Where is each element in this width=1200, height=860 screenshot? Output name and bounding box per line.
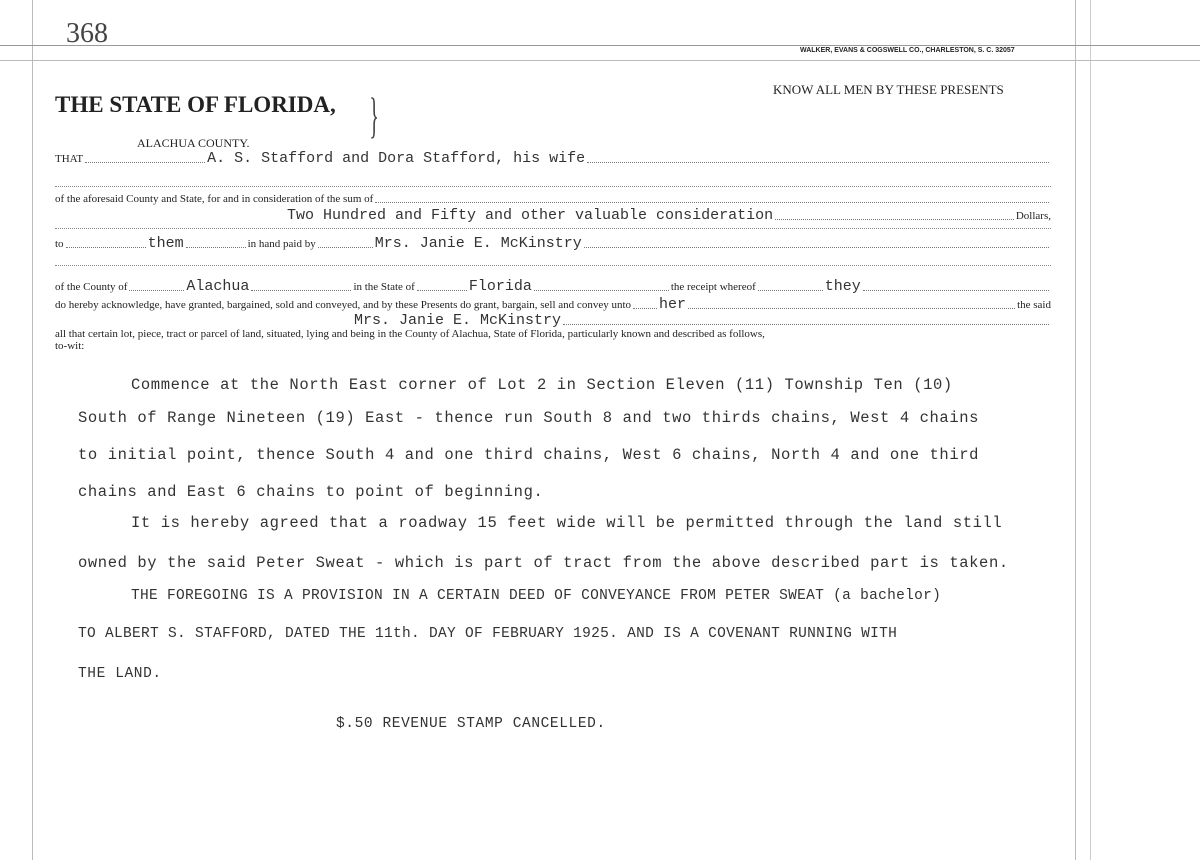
top-rule <box>0 45 1200 46</box>
right-margin-line-2 <box>1090 0 1091 860</box>
body-line: owned by the said Peter Sweat - which is part of tract from the above described part is taken. <box>78 554 1009 572</box>
parcel-label: all that certain lot, piece, tract or parcel of land, situated, lying and being in the County of Alachua, State of Florida, particularly known and described as follows, <box>55 328 765 340</box>
body-line: Commence at the North East corner of Lot 2 in Section Eleven (11) Township Ten (10) <box>131 376 953 394</box>
state-value: Florida <box>468 278 532 295</box>
county-line <box>55 276 1051 293</box>
paid-label: in hand paid by <box>247 238 316 250</box>
know-all-men: KNOW ALL MEN BY THESE PRESENTS <box>773 82 1004 97</box>
dollars-label: Dollars, <box>1015 210 1051 222</box>
body-line: South of Range Nineteen (19) East - thence run South 8 and two thirds chains, West 4 chains <box>78 409 980 427</box>
county-heading: ALACHUA COUNTY. <box>137 136 250 150</box>
paid-line <box>55 233 1051 250</box>
body-line: chains and East 6 chains to point of beginning. <box>78 483 544 501</box>
consideration-label: of the aforesaid County and State, for and in consideration of the sum of <box>55 193 374 205</box>
to-label: to <box>55 238 64 250</box>
top-rule-2 <box>0 60 1200 61</box>
grantee: Mrs. Janie E. McKinstry <box>354 312 562 329</box>
state-label: in the State of <box>353 281 415 293</box>
body-line: THE FOREGOING IS A PROVISION IN A CERTAIN DEED OF CONVEYANCE FROM PETER SWEAT (a bachelor) <box>131 588 942 604</box>
brace: } <box>369 87 379 143</box>
receipt-label: the receipt whereof <box>670 281 756 293</box>
blank-line <box>55 265 1051 266</box>
body-line: It is hereby agreed that a roadway 15 feet wide will be permitted through the land still <box>131 514 1003 532</box>
sum-line <box>55 205 1051 222</box>
page-number: 368 <box>66 18 108 49</box>
body-line: to initial point, thence South 4 and one third chains, West 6 chains, North 4 and one third <box>78 446 980 464</box>
revenue-stamp-note: $.50 REVENUE STAMP CANCELLED. <box>336 716 606 732</box>
county-label: of the County of <box>55 281 128 293</box>
grantee-line <box>55 310 1051 327</box>
the-said-label: the said <box>1017 299 1051 311</box>
that-line <box>55 148 1051 165</box>
towit-label: to-wit: <box>55 340 85 352</box>
blank-line <box>55 186 1051 187</box>
that-label: THAT <box>55 153 84 165</box>
sum: Two Hundred and Fifty and other valuable consideration <box>287 207 774 224</box>
body-line: THE LAND. <box>78 666 162 682</box>
county-value: Alachua <box>186 278 250 295</box>
grant-line <box>55 294 1051 311</box>
printer-imprint: WALKER, EVANS & COGSWELL CO., CHARLESTON, S. C. 32057 <box>800 47 1015 54</box>
grantors: A. S. Stafford and Dora Stafford, his wife <box>207 150 586 167</box>
body-line: TO ALBERT S. STAFFORD, DATED THE 11th. DAY OF FEBRUARY 1925. AND IS A COVENANT RUNNING WITH <box>78 626 898 642</box>
grantee-pronoun: her <box>659 296 687 313</box>
blank-line <box>55 228 1051 229</box>
right-margin-line <box>1075 0 1076 860</box>
state-heading: THE STATE OF FLORIDA, <box>55 92 336 117</box>
grant-label: do hereby acknowledge, have granted, bargained, sold and conveyed, and by these Presents do grant, bargain, sell and convey unto <box>55 299 632 311</box>
receipt-value: they <box>824 278 861 295</box>
payer: Mrs. Janie E. McKinstry <box>374 235 582 252</box>
left-margin-line <box>32 0 33 860</box>
to-value: them <box>147 235 184 252</box>
consideration-line <box>55 193 1051 205</box>
